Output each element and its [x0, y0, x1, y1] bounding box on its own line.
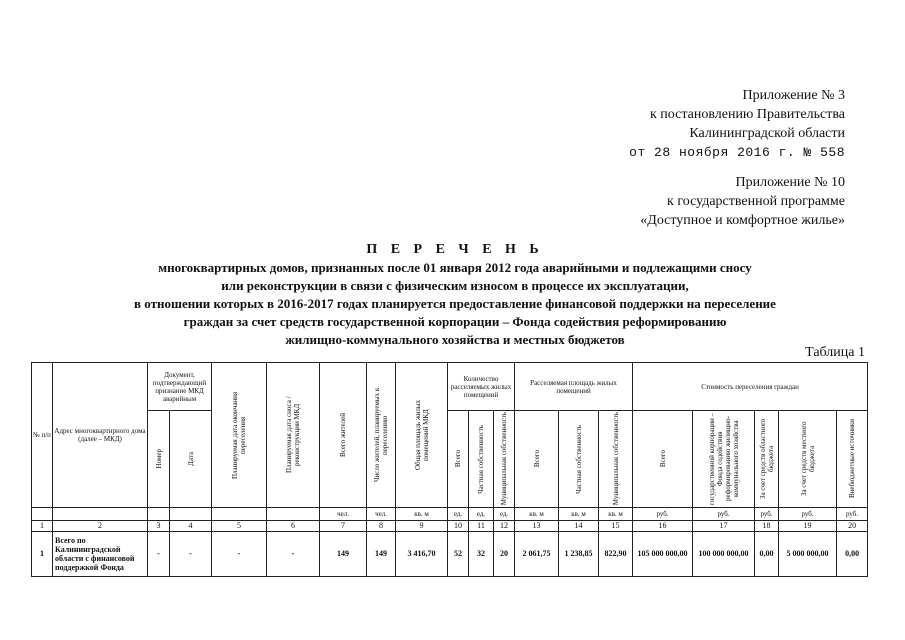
column-number-18: 18	[755, 521, 779, 532]
column-number-20: 20	[837, 521, 868, 532]
appendix-3-block	[629, 86, 845, 162]
appendix-3-region: Калининградской области	[689, 126, 845, 141]
header-address: Адрес многоквартирного дома (далее – МКД)	[53, 363, 148, 508]
table-cell-9: 3 416,70	[396, 532, 448, 577]
unit-cell-11: ед.	[469, 508, 494, 521]
column-number-4: 4	[170, 521, 212, 532]
column-number-1: 1	[32, 521, 53, 532]
column-number-15: 15	[599, 521, 633, 532]
header-cost-total: Всего	[633, 411, 693, 508]
table-cell-6: -	[267, 532, 320, 577]
appendix-3-reference: к постановлению Правительства	[649, 107, 845, 122]
table-cell-1: 1	[32, 532, 53, 577]
unit-cell-7: чел.	[320, 508, 367, 521]
table-cell-10: 52	[448, 532, 469, 577]
column-number-2: 2	[53, 521, 148, 532]
table-cell-4: -	[170, 532, 212, 577]
table-cell-12: 20	[494, 532, 515, 577]
header-count-municipal: Муниципальная собственность	[494, 411, 515, 508]
table-label: Таблица 1	[805, 345, 865, 360]
header-planned-demolition: Планируемая дата сноса / реконструкции МКД	[267, 363, 320, 508]
column-number-17: 17	[693, 521, 755, 532]
unit-cell-1	[32, 508, 53, 521]
title-heading: П Е Р Е Ч Е Н Ь	[366, 242, 544, 257]
table-cell-16: 105 000 000,00	[633, 532, 693, 577]
header-area-municipal: Муниципальная собственность	[599, 411, 633, 508]
header-area-total: Всего	[515, 411, 559, 508]
column-number-3: 3	[148, 521, 170, 532]
header-num: № п/п	[32, 363, 53, 508]
table-cell-5: -	[212, 532, 267, 577]
resettlement-table	[31, 362, 868, 577]
header-total-residents: Всего жителей	[320, 363, 367, 508]
unit-cell-13: кв. м	[515, 508, 559, 521]
header-planned-residents: Число жителей, планируемых к переселению	[367, 363, 396, 508]
title-line-3: в отношении которых в 2016-2017 годах планируется предоставление финансовой поддержки на переселение	[134, 296, 776, 311]
appendix-10-program: «Доступное и комфортное жилье»	[640, 213, 845, 228]
appendix-3-title: Приложение № 3	[742, 88, 845, 103]
document-title	[40, 241, 870, 349]
table-cell-18: 0,00	[755, 532, 779, 577]
header-count-total: Всего	[448, 411, 469, 508]
header-count-private: Частная собственность	[469, 411, 494, 508]
appendix-10-reference: к государственной программе	[667, 194, 845, 209]
table-cell-3: -	[148, 532, 170, 577]
column-number-5: 5	[212, 521, 267, 532]
header-doc-number: Номер	[148, 411, 170, 508]
table-cell-7: 149	[320, 532, 367, 577]
column-number-13: 13	[515, 521, 559, 532]
unit-cell-6	[267, 508, 320, 521]
unit-cell-2	[53, 508, 148, 521]
table-cell-17: 100 000 000,00	[693, 532, 755, 577]
column-numbers-row	[32, 521, 868, 532]
title-line-2: или реконструкции в связи с физическим износом в процессе их эксплуатации,	[221, 278, 689, 293]
unit-cell-20: руб.	[837, 508, 868, 521]
unit-cell-18: руб.	[755, 508, 779, 521]
unit-cell-10: ед.	[448, 508, 469, 521]
unit-cell-9: кв. м	[396, 508, 448, 521]
unit-cell-16: руб.	[633, 508, 693, 521]
appendix-3-date: от 28 ноября 2016 г. № 558	[629, 145, 845, 160]
column-number-16: 16	[633, 521, 693, 532]
table-cell-13: 2 061,75	[515, 532, 559, 577]
header-document-group: Документ, подтверждающий признание МКД аварийным	[148, 363, 212, 411]
header-area-group: Расселяемая площадь жилых помещений	[515, 363, 633, 411]
column-number-10: 10	[448, 521, 469, 532]
appendix-10-title: Приложение № 10	[735, 175, 845, 190]
header-cost-group: Стоимость переселения граждан	[633, 363, 868, 411]
table-cell-20: 0,00	[837, 532, 868, 577]
table-cell-8: 149	[367, 532, 396, 577]
column-number-8: 8	[367, 521, 396, 532]
column-number-6: 6	[267, 521, 320, 532]
header-cost-regional: За счет средств областного бюджета	[755, 411, 779, 508]
column-number-9: 9	[396, 521, 448, 532]
column-number-7: 7	[320, 521, 367, 532]
table-cell-14: 1 238,85	[559, 532, 599, 577]
appendix-10-block	[640, 173, 845, 230]
header-count-group: Количество расселяемых жилых помещений	[448, 363, 515, 411]
header-cost-extra: Внебюджетные источники	[837, 411, 868, 508]
table-cell-19: 5 000 000,00	[779, 532, 837, 577]
header-cost-local: За счет средств местного бюджета	[779, 411, 837, 508]
column-number-19: 19	[779, 521, 837, 532]
unit-cell-3	[148, 508, 170, 521]
title-line-1: многоквартирных домов, признанных после 01 января 2012 года аварийными и подлежащими сносу	[158, 260, 752, 275]
unit-cell-14: кв. м	[559, 508, 599, 521]
unit-cell-8: чел.	[367, 508, 396, 521]
unit-cell-17: руб.	[693, 508, 755, 521]
units-row	[32, 508, 868, 521]
title-line-4: граждан за счет средств государственной корпорации – Фонда содействия реформированию	[183, 314, 727, 329]
header-cost-fund: государственной корпорации – Фонда содействия реформированию жилищно-коммунального хозяйства	[693, 411, 755, 508]
column-number-14: 14	[559, 521, 599, 532]
header-doc-date: Дата	[170, 411, 212, 508]
header-total-area: Общая площадь жилых помещений МКД	[396, 363, 448, 508]
column-number-12: 12	[494, 521, 515, 532]
unit-cell-4	[170, 508, 212, 521]
table-cell-15: 822,90	[599, 532, 633, 577]
title-line-5: жилищно-коммунального хозяйства и местных бюджетов	[285, 332, 625, 347]
table-cell-11: 32	[469, 532, 494, 577]
unit-cell-5	[212, 508, 267, 521]
header-area-private: Частная собственность	[559, 411, 599, 508]
table-row	[32, 532, 868, 577]
table-cell-2: Всего по Калининградской области с финансовой поддержкой Фонда	[53, 532, 148, 577]
column-number-11: 11	[469, 521, 494, 532]
header-planned-resettle-end: Планируемая дата окончания переселения	[212, 363, 267, 508]
unit-cell-19: руб.	[779, 508, 837, 521]
unit-cell-15: кв. м	[599, 508, 633, 521]
unit-cell-12: ед.	[494, 508, 515, 521]
